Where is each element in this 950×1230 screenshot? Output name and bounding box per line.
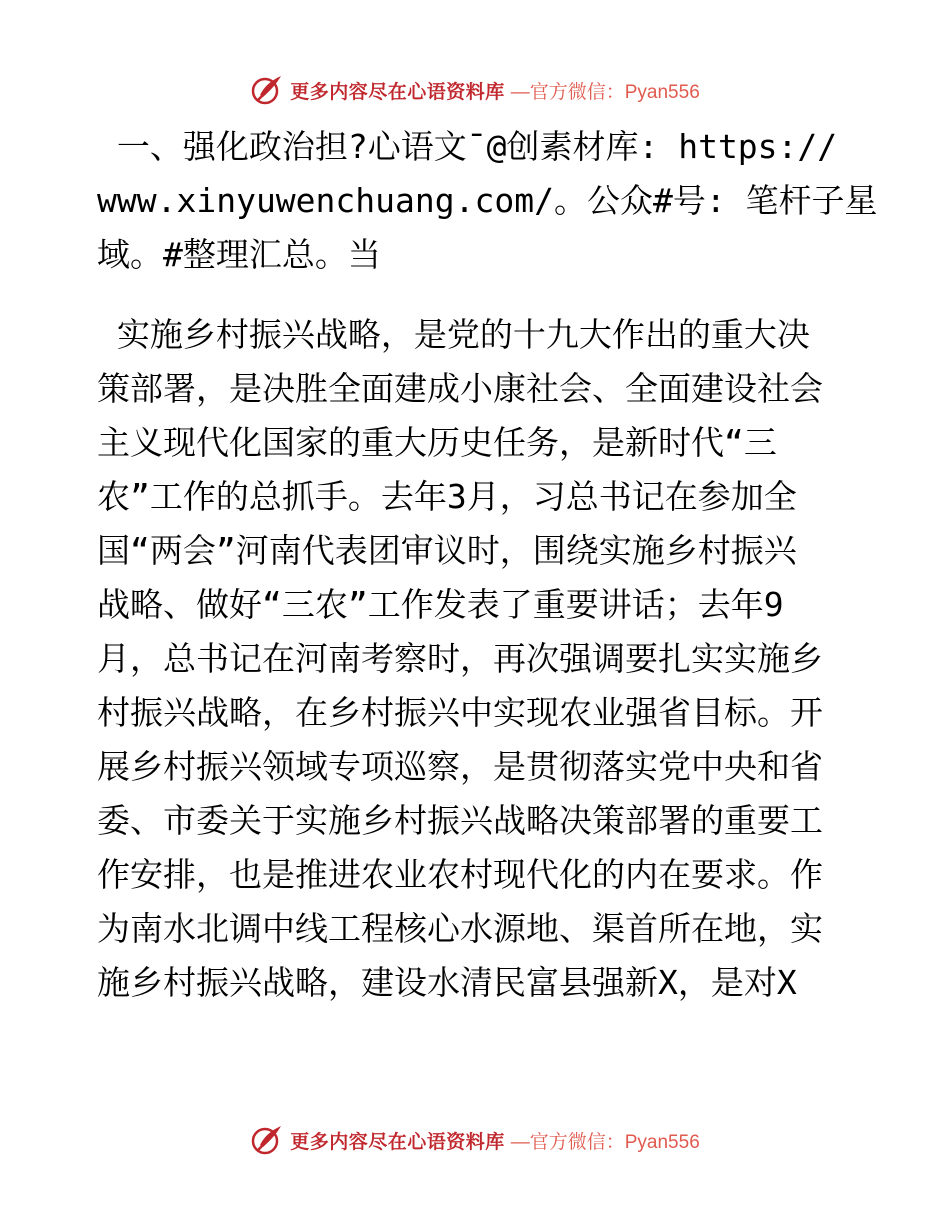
quill-logo-icon bbox=[250, 73, 284, 107]
header-banner bbox=[0, 70, 950, 110]
body-line: 农”工作的总抓手。去年3月，习总书记在参加全 bbox=[97, 477, 797, 516]
footer-banner bbox=[0, 1120, 950, 1160]
body-line: 为南水北调中线工程核心水源地、渠首所在地，实 bbox=[97, 909, 823, 948]
heading-line: 一、强化政治担?心语文¯@创素材库: https:// bbox=[97, 127, 838, 166]
body-paragraph bbox=[97, 308, 857, 1010]
body-line: 战略、做好“三农”工作发表了重要讲话；去年9 bbox=[97, 585, 784, 624]
banner-main-text: 更多内容尽在心语资料库 bbox=[290, 80, 505, 103]
heading-line: www.xinyuwenchuang.com/。公众#号: 笔杆子星 bbox=[97, 181, 878, 220]
body-line: 月，总书记在河南考察时，再次强调要扎实实施乡 bbox=[97, 639, 823, 678]
banner-wechat-text: —官方微信：Pyan556 bbox=[510, 1131, 700, 1153]
body-line: 展乡村振兴领域专项巡察，是贯彻落实党中央和省 bbox=[97, 747, 823, 786]
banner-main-text: 更多内容尽在心语资料库 bbox=[290, 1130, 505, 1153]
quill-logo-icon bbox=[250, 1123, 284, 1157]
body-line: 委、市委关于实施乡村振兴战略决策部署的重要工 bbox=[97, 801, 823, 840]
banner-wechat-text: —官方微信：Pyan556 bbox=[510, 81, 700, 103]
body-line: 策部署，是决胜全面建成小康社会、全面建设社会 bbox=[97, 369, 823, 408]
body-line: 村振兴战略，在乡村振兴中实现农业强省目标。开 bbox=[97, 693, 823, 732]
body-line: 施乡村振兴战略，建设水清民富县强新X，是对X bbox=[97, 963, 797, 1002]
heading-line: 域。#整理汇总。当 bbox=[97, 235, 381, 274]
body-line: 主义现代化国家的重大历史任务，是新时代“三 bbox=[97, 423, 777, 462]
heading-paragraph bbox=[97, 120, 878, 282]
body-line: 国“两会”河南代表团审议时，围绕实施乡村振兴 bbox=[97, 531, 797, 570]
body-line: 作安排，也是推进农业农村现代化的内在要求。作 bbox=[97, 855, 823, 894]
body-line: 实施乡村振兴战略，是党的十九大作出的重大决 bbox=[97, 315, 810, 354]
